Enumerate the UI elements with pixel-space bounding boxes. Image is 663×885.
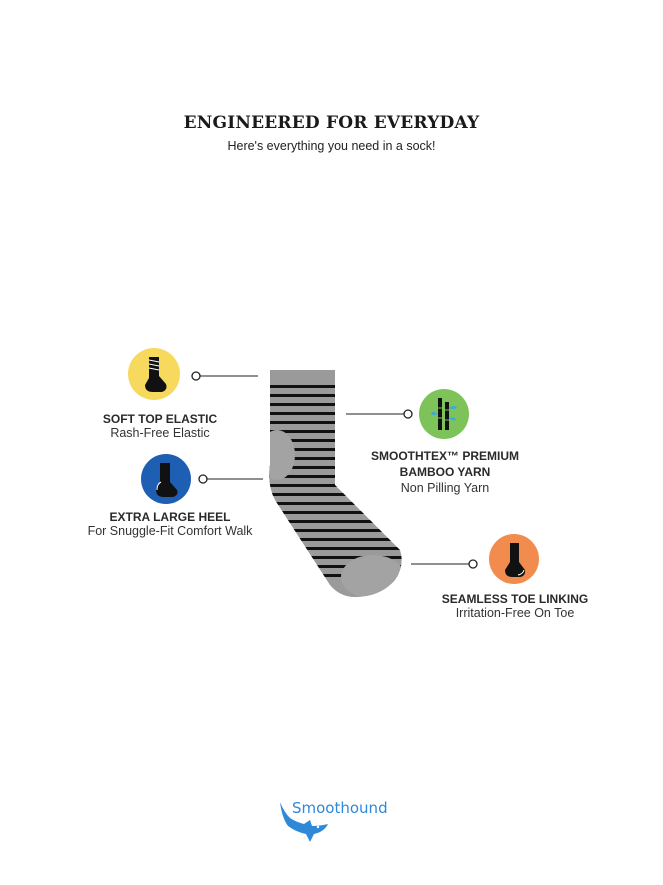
soft-top-subtitle: Rash-Free Elastic xyxy=(110,426,210,440)
bamboo-title-line1: SMOOTHTEX™ PREMIUM xyxy=(370,449,519,463)
bamboo-subtitle: Non Pilling Yarn xyxy=(400,481,490,495)
sock-top-icon xyxy=(139,354,169,394)
page-title: ENGINEERED FOR EVERYDAY xyxy=(183,113,480,133)
toe-badge xyxy=(489,534,539,584)
soft-top-connector xyxy=(190,370,260,382)
bamboo-connector xyxy=(346,408,414,420)
bamboo-icon xyxy=(429,396,459,432)
sock-heel-icon xyxy=(152,460,180,498)
soft-top-title: SOFT TOP ELASTIC xyxy=(102,412,218,426)
heel-connector xyxy=(197,473,265,485)
brand-name: Smoothound xyxy=(292,799,388,817)
toe-subtitle: Irritation-Free On Toe xyxy=(455,606,575,620)
toe-connector xyxy=(411,558,481,570)
bamboo-badge xyxy=(419,389,469,439)
bamboo-title-line2: BAMBOO YARN xyxy=(399,465,491,479)
page-subtitle: Here's everything you need in a sock! xyxy=(227,139,436,153)
heel-badge xyxy=(141,454,191,504)
sock-toe-icon xyxy=(500,540,528,578)
heel-title: EXTRA LARGE HEEL xyxy=(109,510,231,524)
toe-title: SEAMLESS TOE LINKING xyxy=(441,592,589,606)
heel-subtitle: For Snuggle-Fit Comfort Walk xyxy=(87,524,253,538)
soft-top-badge xyxy=(128,348,180,400)
